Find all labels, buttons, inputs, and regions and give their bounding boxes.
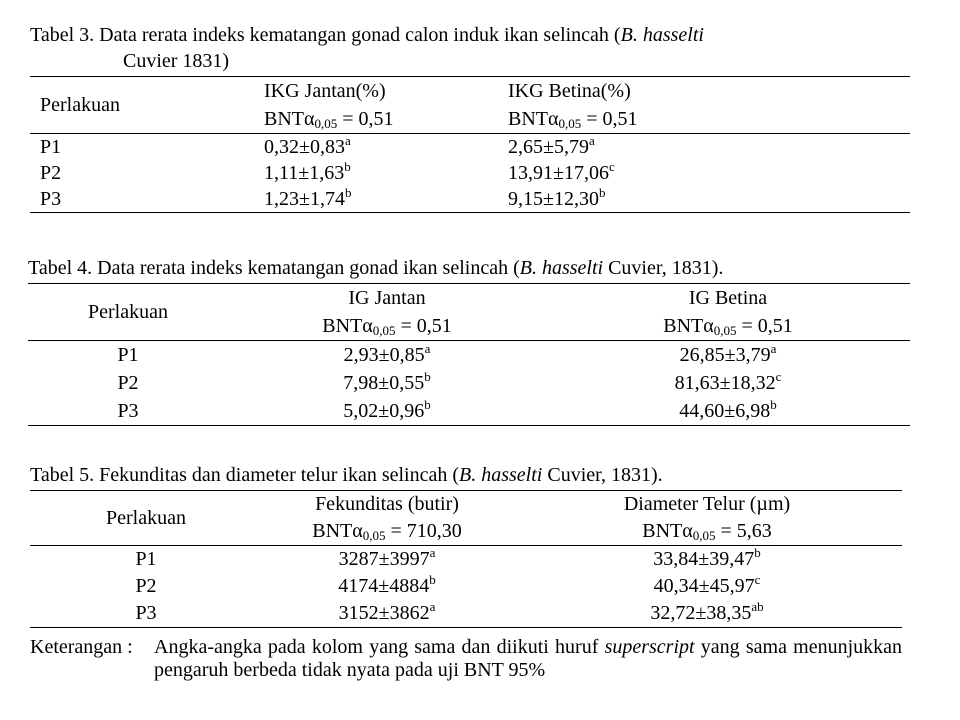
cell-value: 40,34±45,97: [653, 575, 755, 597]
note-text-part: yang sama menunjukkan pengaruh berbeda tidak nyata pada uji BNT 95%: [154, 636, 903, 681]
cell-female: [508, 134, 910, 161]
table3-caption: [30, 24, 704, 47]
table5-header-egg-diameter: Diameter Telur (µm): [623, 493, 791, 515]
row-label: P1: [40, 135, 62, 158]
table3-caption-line2-text: Cuvier 1831): [123, 50, 230, 72]
row-label: P3: [117, 399, 139, 422]
cell-fecundity: [262, 573, 512, 600]
cell-egg-diameter: [512, 600, 902, 628]
cell-value: 44,60±6,98: [679, 399, 771, 422]
cell-superscript: b: [429, 572, 436, 587]
cell-value: 4174±4884: [338, 575, 430, 597]
table5-caption-species: B. hasselti: [459, 464, 543, 486]
table3-bnt-male: [264, 105, 508, 134]
table4: [28, 283, 910, 426]
table-row: [30, 186, 910, 213]
bnt-label: BNTα: [508, 107, 559, 130]
cell-superscript: a: [588, 132, 595, 148]
bnt-value: = 0,51: [581, 107, 638, 130]
cell-superscript: c: [608, 158, 615, 174]
table-row: [30, 546, 902, 574]
cell-value: 3152±3862: [338, 602, 430, 624]
cell-value: 2,93±0,85: [343, 343, 425, 366]
bnt-value: = 710,30: [385, 520, 462, 542]
cell-male: [264, 186, 508, 213]
table-row: [30, 573, 902, 600]
table5-caption-text: Tabel 5. Fekunditas dan diameter telur ikan selincah (: [30, 464, 460, 486]
cell-superscript: b: [424, 368, 431, 384]
table4-header-perlakuan: Perlakuan: [88, 300, 168, 323]
cell-male: [264, 160, 508, 186]
table3-caption-line2: [123, 50, 229, 73]
cell-value: 32,72±38,35: [650, 602, 752, 624]
cell-superscript: ab: [751, 599, 764, 614]
table5-header-perlakuan: Perlakuan: [106, 506, 186, 529]
table3: [30, 76, 910, 213]
row-label: P1: [117, 343, 139, 366]
cell-egg-diameter: [512, 573, 902, 600]
cell-female: [546, 341, 910, 370]
cell-male: [228, 369, 546, 397]
bnt-subscript: 0,05: [372, 322, 396, 338]
table4-header-row: [28, 284, 910, 313]
cell-value: 26,85±3,79: [679, 343, 771, 366]
table3-bnt-female: [508, 105, 910, 134]
bnt-subscript: 0,05: [558, 115, 582, 131]
table3-header-perlakuan: Perlakuan: [40, 93, 120, 116]
bnt-label: BNTα: [642, 520, 693, 542]
bnt-value: = 0,51: [337, 107, 394, 130]
note-text-part: Angka-angka pada kolom yang sama dan diikuti huruf: [154, 636, 605, 658]
table4-caption: [28, 257, 723, 280]
cell-value: 33,84±39,47: [653, 548, 755, 570]
table4-caption-text: Tabel 4. Data rerata indeks kematangan gonad ikan selincah (: [28, 257, 520, 279]
cell-male: [228, 397, 546, 426]
cell-male: [264, 134, 508, 161]
bnt-label: BNTα: [312, 520, 363, 542]
table5-caption: [30, 464, 663, 487]
note-text-italic: superscript: [604, 636, 695, 658]
cell-value: 2,65±5,79: [508, 135, 589, 158]
cell-value: 0,32±0,83: [264, 135, 345, 158]
table3-caption-text: Tabel 3. Data rerata indeks kematangan gonad calon induk ikan selincah (: [30, 24, 621, 46]
table-row: [28, 341, 910, 370]
table3-header-female: IKG Betina(%): [508, 79, 631, 102]
table3-header-row: [30, 77, 910, 106]
cell-superscript: b: [344, 158, 351, 174]
table4-header-female: IG Betina: [688, 286, 768, 309]
cell-value: 5,02±0,96: [343, 399, 425, 422]
table-row: [28, 397, 910, 426]
bnt-subscript: 0,05: [362, 528, 386, 543]
row-label: P2: [40, 161, 62, 184]
table-row: [30, 134, 910, 161]
table-row: [30, 600, 902, 628]
row-label: P3: [135, 602, 157, 624]
table5-bnt-fecundity: [262, 518, 512, 546]
cell-superscript: c: [775, 368, 782, 384]
cell-fecundity: [262, 600, 512, 628]
table4-bnt-female: [546, 312, 910, 341]
cell-egg-diameter: [512, 546, 902, 574]
bnt-value: = 0,51: [395, 314, 452, 337]
cell-superscript: b: [754, 545, 761, 560]
cell-value: 1,23±1,74: [264, 187, 345, 210]
table4-caption-suffix: Cuvier, 1831).: [603, 257, 724, 279]
cell-superscript: a: [424, 340, 431, 356]
bnt-value: = 0,51: [736, 314, 793, 337]
row-label: P2: [135, 575, 157, 597]
cell-female: [546, 397, 910, 426]
row-label: P2: [117, 371, 139, 394]
bnt-subscript: 0,05: [314, 115, 338, 131]
row-label: P3: [40, 187, 62, 210]
cell-value: 7,98±0,55: [343, 371, 425, 394]
table5-caption-suffix: Cuvier, 1831).: [542, 464, 663, 486]
cell-superscript: b: [424, 396, 431, 412]
table5-header-row: [30, 491, 902, 519]
cell-superscript: a: [344, 132, 351, 148]
cell-male: [228, 341, 546, 370]
cell-female: [508, 186, 910, 213]
bnt-label: BNTα: [663, 314, 714, 337]
table5-header-fecundity: Fekunditas (butir): [315, 493, 459, 515]
cell-value: 13,91±17,06: [508, 161, 609, 184]
table-row: [30, 160, 910, 186]
table4-header-male: IG Jantan: [348, 286, 426, 309]
cell-superscript: a: [429, 545, 436, 560]
bnt-subscript: 0,05: [713, 322, 737, 338]
table4-caption-species: B. hasselti: [519, 257, 604, 279]
cell-value: 3287±3997: [338, 548, 430, 570]
bnt-value: = 5,63: [715, 520, 772, 542]
row-label: P1: [135, 548, 157, 570]
note-label: Keterangan :: [30, 636, 133, 658]
bnt-label: BNTα: [322, 314, 373, 337]
bnt-subscript: 0,05: [692, 528, 716, 543]
table5-bnt-egg-diameter: [512, 518, 902, 546]
table5: [30, 490, 902, 628]
cell-value: 1,11±1,63: [264, 161, 345, 184]
cell-superscript: a: [770, 340, 777, 356]
cell-fecundity: [262, 546, 512, 574]
cell-value: 9,15±12,30: [508, 187, 599, 210]
bnt-label: BNTα: [264, 107, 315, 130]
cell-superscript: b: [344, 184, 352, 200]
table4-bnt-male: [228, 312, 546, 341]
cell-superscript: b: [598, 184, 606, 200]
cell-superscript: c: [754, 572, 761, 587]
cell-female: [546, 369, 910, 397]
table3-caption-species: B. hasselti: [620, 24, 704, 46]
cell-value: 81,63±18,32: [674, 371, 776, 394]
note-text: [154, 636, 902, 682]
table3-header-male: IKG Jantan(%): [264, 79, 386, 102]
cell-superscript: a: [429, 599, 436, 614]
table-row: [28, 369, 910, 397]
cell-superscript: b: [770, 396, 777, 412]
cell-female: [508, 160, 910, 186]
